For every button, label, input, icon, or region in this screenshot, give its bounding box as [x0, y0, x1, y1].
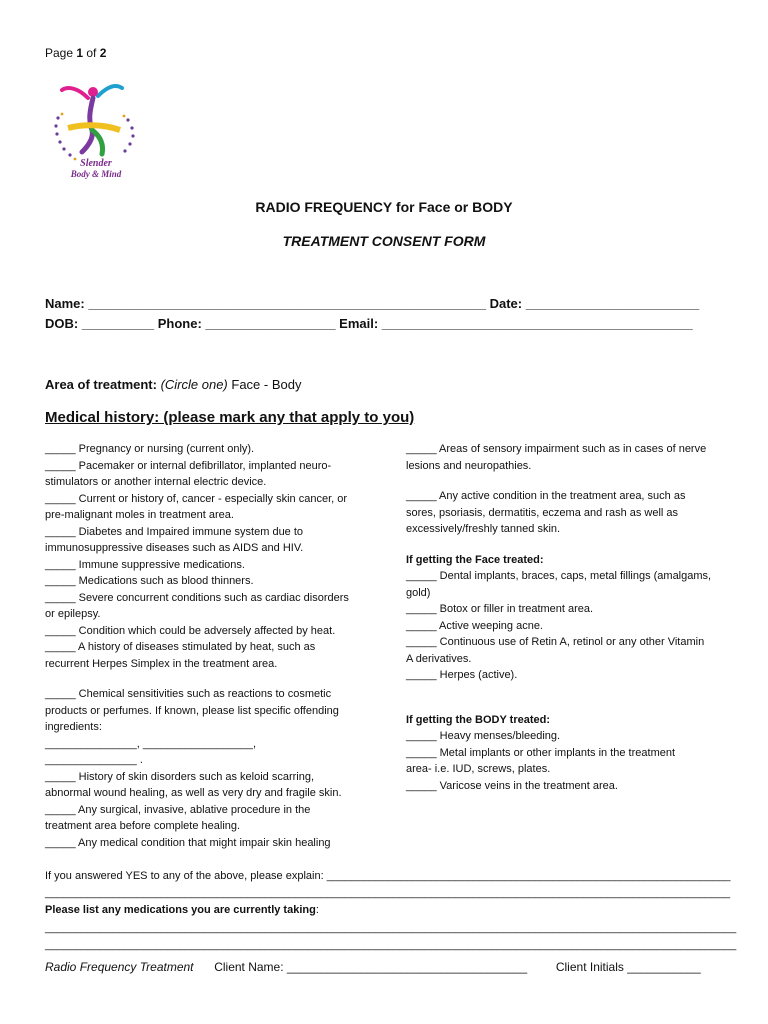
- checklist-line[interactable]: _____ Condition which could be adversely affected by heat.: [45, 624, 336, 637]
- checklist-line[interactable]: _____ Pregnancy or nursing (current only).: [45, 443, 255, 455]
- checklist-line[interactable]: _____ Any surgical, invasive, ablative procedure in the: [45, 803, 311, 816]
- checklist-line[interactable]: area- i.e. IUD, screws, plates.: [406, 763, 551, 775]
- checklist-line[interactable]: _____ Herpes (active).: [406, 669, 518, 681]
- checklist-line[interactable]: _____ Diabetes and Impaired immune system due to: [45, 525, 304, 538]
- page-footer: [45, 960, 701, 974]
- checklist-line[interactable]: immunosuppressive diseases such as AIDS and HIV.: [45, 542, 304, 554]
- svg-text:Body & Mind: Body & Mind: [70, 169, 122, 179]
- checklist-line[interactable]: pre-malignant moles in treatment area.: [45, 509, 234, 521]
- checklist-line[interactable]: _____ Any active condition in the treatment area, such as: [406, 490, 686, 502]
- name-date-line[interactable]: Name: _______________________________________________________ Date: ________________________: [45, 296, 700, 311]
- checklist-line[interactable]: _____ Heavy menses/bleeding.: [406, 730, 561, 742]
- area-of-treatment[interactable]: Area of treatment: (Circle one) Face - Body: [45, 377, 302, 392]
- checklist-line[interactable]: treatment area before complete healing.: [45, 820, 241, 832]
- face-section-heading: If getting the Face treated:: [406, 553, 544, 566]
- checklist-line[interactable]: sores, psoriasis, dermatitis, eczema and rash as well as: [406, 506, 679, 519]
- checklist-line[interactable]: _____ Pacemaker or internal defibrillator, implanted neuro-: [45, 459, 332, 472]
- checklist-line[interactable]: abnormal wound healing, as well as very dry and fragile skin.: [45, 787, 342, 799]
- checklist-line[interactable]: _____ Active weeping acne.: [406, 619, 543, 632]
- checklist-line[interactable]: _____ A history of diseases stimulated by heat, such as: [45, 641, 316, 653]
- checklist-line[interactable]: stimulators or another internal electric device.: [45, 476, 267, 488]
- body-section-heading: If getting the BODY treated:: [406, 713, 551, 726]
- checklist-line[interactable]: _______________ .: [45, 754, 143, 766]
- page-number: Page 1 of 2: [45, 46, 107, 60]
- medications-label: Please list any medications you are currently taking:: [45, 904, 319, 916]
- checklist-line[interactable]: excessively/freshly tanned skin.: [406, 523, 561, 535]
- form-subtitle: TREATMENT CONSENT FORM: [282, 233, 486, 249]
- checklist-line[interactable]: lesions and neuropathies.: [406, 459, 532, 472]
- company-logo: [48, 78, 144, 186]
- footer-title: Radio Frequency Treatment: [45, 960, 194, 974]
- checklist-line[interactable]: _____ History of skin disorders such as keloid scarring,: [45, 770, 315, 783]
- checklist-line[interactable]: _____ Areas of sensory impairment such as in cases of nerve: [406, 443, 707, 455]
- checklist-line[interactable]: A derivatives.: [406, 652, 472, 665]
- svg-text:Slender: Slender: [80, 158, 112, 169]
- checklist-line[interactable]: recurrent Herpes Simplex in the treatment area.: [45, 657, 278, 670]
- checklist-line[interactable]: _____ Dental implants, braces, caps, metal fillings (amalgams,: [406, 570, 712, 582]
- checklist-line[interactable]: _____ Any medical condition that might impair skin healing: [45, 836, 331, 849]
- checklist-line[interactable]: _____ Immune suppressive medications.: [45, 558, 245, 571]
- client-name-field[interactable]: Client Name: ____________________________________: [214, 960, 528, 974]
- form-title: RADIO FREQUENCY for Face or BODY: [255, 199, 513, 215]
- checklist-line[interactable]: _____ Botox or filler in treatment area.: [406, 603, 594, 615]
- medical-history-left-column[interactable]: [45, 441, 395, 851]
- explain-line-continued[interactable]: ________________________________________________________________________________________________________________: [45, 887, 731, 899]
- medications-line-1[interactable]: _________________________________________________________________________________________________________________: [45, 922, 737, 934]
- checklist-line[interactable]: ingredients:: [45, 721, 102, 733]
- checklist-line[interactable]: _______________, __________________,: [45, 737, 257, 750]
- medical-history-heading: Medical history: (please mark any that apply to you): [45, 409, 415, 426]
- dob-phone-email-line[interactable]: DOB: __________ Phone: __________________ Email: ___________________________________________: [45, 316, 693, 331]
- checklist-line[interactable]: _____ Medications such as blood thinners.: [45, 575, 254, 587]
- checklist-line[interactable]: _____ Metal implants or other implants in the treatment: [406, 746, 676, 759]
- checklist-line[interactable]: _____ Continuous use of Retin A, retinol or any other Vitamin: [406, 636, 705, 648]
- checklist-line[interactable]: _____ Severe concurrent conditions such as cardiac disorders: [45, 591, 349, 604]
- checklist-line[interactable]: _____ Current or history of, cancer - especially skin cancer, or: [45, 492, 348, 505]
- checklist-line[interactable]: _____ Varicose veins in the treatment area.: [406, 779, 618, 792]
- checklist-line[interactable]: or epilepsy.: [45, 608, 101, 620]
- medical-history-right-column[interactable]: [406, 441, 736, 794]
- checklist-line[interactable]: _____ Chemical sensitivities such as reactions to cosmetic: [45, 688, 332, 700]
- explain-line[interactable]: If you answered YES to any of the above, please explain: __________________________________________________________________: [45, 870, 731, 882]
- client-initials-field[interactable]: Client Initials ___________: [555, 960, 701, 974]
- medications-line-2[interactable]: _________________________________________________________________________________________________________________: [45, 939, 737, 951]
- checklist-line[interactable]: gold): [406, 586, 431, 599]
- checklist-line[interactable]: products or perfumes. If known, please list specific offending: [45, 704, 339, 717]
